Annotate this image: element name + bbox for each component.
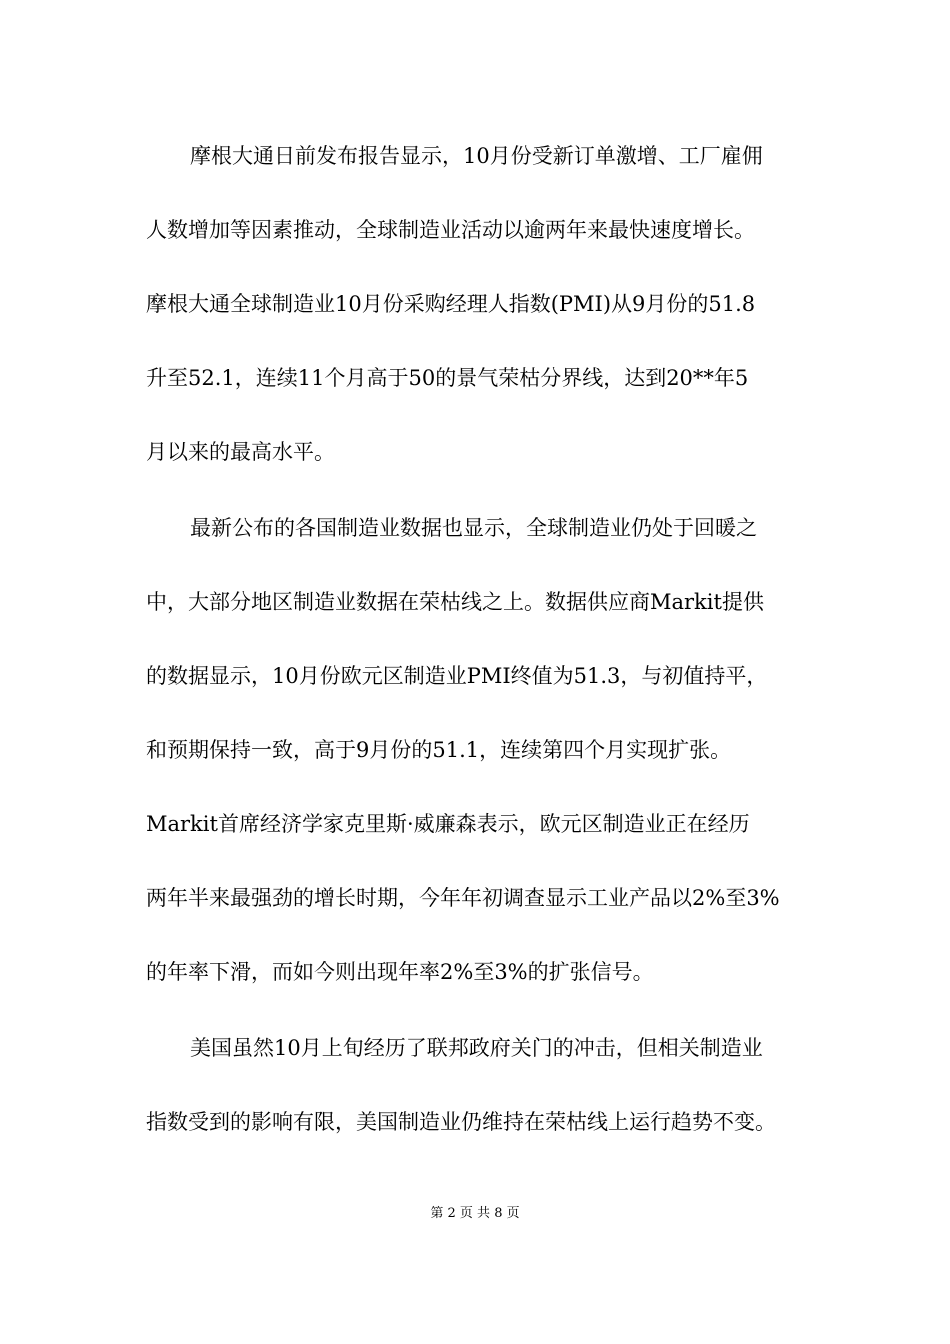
paragraph-1-line-4: 升至52.1，连续11个月高于50的景气荣枯分界线，达到20**年5 <box>146 366 749 390</box>
paragraph-2-line-7: 的年率下滑，而如今则出现年率2%至3%的扩张信号。 <box>146 960 654 984</box>
paragraph-2-line-2: 中，大部分地区制造业数据在荣枯线之上。数据供应商Markit提供 <box>146 590 764 614</box>
page-number-text: 第 2 页 共 8 页 <box>430 1206 520 1221</box>
paragraph-2-line-1: 最新公布的各国制造业数据也显示，全球制造业仍处于回暖之 <box>190 516 757 540</box>
paragraph-1-line-5: 月以来的最高水平。 <box>146 440 335 464</box>
page-number-footer <box>0 1204 950 1224</box>
paragraph-1-line-3: 摩根大通全球制造业10月份采购经理人指数(PMI)从9月份的51.8 <box>146 292 756 316</box>
paragraph-2-line-4: 和预期保持一致，高于9月份的51.1，连续第四个月实现扩张。 <box>146 738 732 762</box>
paragraph-2-line-6: 两年半来最强劲的增长时期，今年年初调查显示工业产品以2%至3% <box>146 886 780 910</box>
paragraph-2-line-5: Markit首席经济学家克里斯·威廉森表示，欧元区制造业正在经历 <box>146 812 750 836</box>
paragraph-3-line-2: 指数受到的影响有限，美国制造业仍维持在荣枯线上运行趋势不变。 <box>146 1110 776 1134</box>
paragraph-1-line-1: 摩根大通日前发布报告显示，10月份受新订单激增、工厂雇佣 <box>190 144 763 168</box>
paragraph-3-line-1: 美国虽然10月上旬经历了联邦政府关门的冲击，但相关制造业 <box>190 1036 763 1060</box>
paragraph-1-line-2: 人数增加等因素推动，全球制造业活动以逾两年来最快速度增长。 <box>146 218 755 242</box>
paragraph-2-line-3: 的数据显示，10月份欧元区制造业PMI终值为51.3，与初值持平， <box>146 664 768 688</box>
